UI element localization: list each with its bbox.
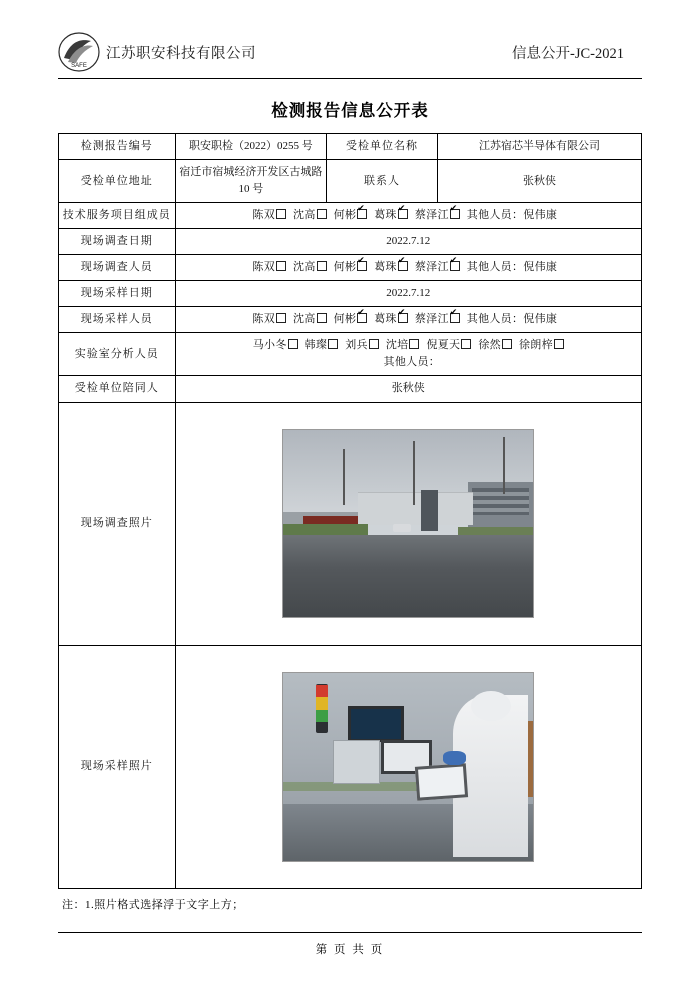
svg-text:SAFE: SAFE [71,63,87,69]
photo-pole [413,441,415,505]
client-name-value: 江苏宿芯半导体有限公司 [437,134,641,160]
contact-value: 张秋侠 [437,160,641,203]
table-row [59,229,642,255]
staff-name-label: 蔡泽江 [414,261,449,274]
table-row [59,402,642,645]
staff-name-label: 徐朗梓 [518,339,553,352]
table-row [59,376,642,402]
staff-other: 其他人员：倪伟康 [466,261,558,274]
survey-photo-image [282,429,534,618]
staff-name-label: 葛珠 [374,313,397,326]
document-header [58,30,642,79]
staff-name-蔡泽江[interactable] [415,209,460,221]
staff-name-label: 刘兵 [345,339,368,352]
staff-name-label: 韩璨 [304,339,328,352]
staff-checkbox-line [252,209,564,221]
tech-team-value [175,203,641,229]
staff-name-葛珠[interactable] [374,209,408,221]
staff-name-label: 徐然 [478,339,501,352]
table-row [59,645,642,888]
table-row [59,160,642,203]
client-name-label: 受检单位名称 [327,134,438,160]
staff-name-葛珠[interactable] [374,261,408,273]
photo-monitor-dark [348,706,404,742]
survey-staff-value [175,255,641,281]
table-row [59,333,642,376]
staff-name-徐然[interactable] [478,339,512,351]
photo-laptop [415,763,468,801]
sample-date-value: 2022.7.12 [175,281,641,307]
checkbox-icon[interactable] [276,209,286,219]
photo-building-main [358,492,473,525]
checkbox-checked-icon[interactable] [357,209,367,219]
survey-photo-cell [175,402,641,645]
photo-pole [343,449,345,505]
staff-name-沈高[interactable] [293,313,327,325]
table-row [59,281,642,307]
survey-staff-label: 现场调查人员 [59,255,176,281]
staff-name-label: 陈双 [252,313,276,326]
lab-staff-label: 实验室分析人员 [59,333,176,376]
photo-lamp-green [316,710,329,722]
accompany-value: 张秋侠 [175,376,641,402]
staff-name-label: 沈高 [293,313,316,326]
contact-label: 联系人 [327,160,438,203]
sample-photo-image [282,672,534,862]
checkbox-checked-icon[interactable] [357,313,367,323]
staff-name-label: 陈双 [252,261,276,274]
note-text: 注：1.照片格式选择浮于文字上方； [62,898,244,911]
staff-name-马小冬[interactable] [253,339,298,351]
document-code: 信息公开-JC-2021 [512,45,624,62]
photo-glove [443,751,466,764]
page-footer: 第 页 共 页 [58,932,642,957]
client-address-label: 受检单位地址 [59,160,176,203]
lab-checkbox-line [253,339,571,351]
table-row [59,307,642,333]
staff-name-label: 蔡泽江 [414,209,449,222]
staff-name-label: 何彬 [333,313,357,326]
checkbox-icon[interactable] [276,261,286,271]
checkbox-icon[interactable] [276,313,286,323]
photo-lamp-red [316,685,329,697]
survey-date-label: 现场调查日期 [59,229,176,255]
staff-name-蔡泽江[interactable] [415,313,460,325]
sample-staff-label: 现场采样人员 [59,307,176,333]
staff-name-label: 沈培 [385,339,409,352]
checkbox-icon[interactable] [502,339,512,349]
checkbox-icon[interactable] [554,339,564,349]
staff-name-陈双[interactable] [252,209,286,221]
lab-staff-value [175,333,641,376]
staff-name-何彬[interactable] [334,261,368,273]
table-row [59,203,642,229]
staff-name-沈高[interactable] [293,261,327,273]
table-row [59,255,642,281]
checkbox-icon[interactable] [317,209,327,219]
checkbox-icon[interactable] [317,261,327,271]
photo-car [393,524,411,532]
report-no-value: 职安职检（2022）0255 号 [175,134,327,160]
checkbox-checked-icon[interactable] [398,261,408,271]
company-name: 江苏职安科技有限公司 [106,45,256,62]
staff-checkbox-line [252,261,564,273]
lab-others-label: 其他人员： [383,356,441,369]
staff-name-韩璨[interactable] [305,339,339,351]
photo-signal-tower [316,684,329,733]
checkbox-icon[interactable] [328,339,338,349]
photo-instrument-box [333,740,380,783]
checkbox-checked-icon[interactable] [357,261,367,271]
photo-road [283,535,533,617]
staff-name-陈双[interactable] [252,313,286,325]
photo-lamp-yellow [316,697,329,709]
staff-name-葛珠[interactable] [374,313,408,325]
info-table [58,133,642,889]
staff-checkbox-line [252,313,564,325]
staff-name-label: 沈高 [293,261,316,274]
staff-name-label: 何彬 [333,209,357,222]
staff-name-蔡泽江[interactable] [415,261,460,273]
checkbox-icon[interactable] [317,313,327,323]
photo-pole [503,437,505,493]
staff-other: 其他人员：倪伟康 [466,209,558,222]
checkbox-checked-icon[interactable] [450,209,460,219]
client-address-value: 宿迁市宿城经济开发区古城路 10 号 [175,160,327,203]
checkbox-checked-icon[interactable] [450,261,460,271]
staff-name-label: 马小冬 [252,339,287,352]
photo-gate [421,490,439,531]
photo-building-right [468,482,533,531]
checkbox-icon[interactable] [369,339,379,349]
page-title: 检测报告信息公开表 [271,101,429,120]
staff-name-何彬[interactable] [334,313,368,325]
staff-other: 其他人员：倪伟康 [466,313,558,326]
survey-date-value: 2022.7.12 [175,229,641,255]
staff-name-沈培[interactable] [386,339,420,351]
sample-staff-value [175,307,641,333]
staff-name-label: 倪夏天 [426,339,461,352]
staff-name-label: 陈双 [252,209,276,222]
checkbox-icon[interactable] [288,339,298,349]
checkbox-checked-icon[interactable] [398,209,408,219]
sample-photo-label: 现场采样照片 [59,645,176,888]
staff-name-沈高[interactable] [293,209,327,221]
table-row [59,134,642,160]
checkbox-icon[interactable] [461,339,471,349]
staff-name-刘兵[interactable] [345,339,379,351]
survey-photo-wrapper [182,429,635,618]
accompany-label: 受检单位陪同人 [59,376,176,402]
company-brand [58,32,256,72]
staff-name-label: 葛珠 [374,209,397,222]
staff-name-label: 蔡泽江 [414,313,449,326]
staff-name-label: 沈高 [293,209,316,222]
checkbox-checked-icon[interactable] [398,313,408,323]
staff-name-陈双[interactable] [252,261,286,273]
staff-name-徐朗梓[interactable] [519,339,564,351]
company-logo-icon [58,32,100,72]
sample-photo-wrapper [182,672,635,862]
sample-photo-cell [175,645,641,888]
staff-name-label: 何彬 [333,261,357,274]
staff-name-何彬[interactable] [334,209,368,221]
report-no-label: 检测报告编号 [59,134,176,160]
staff-name-倪夏天[interactable] [426,339,471,351]
tech-team-label: 技术服务项目组成员 [59,203,176,229]
checkbox-checked-icon[interactable] [450,313,460,323]
sample-date-label: 现场采样日期 [59,281,176,307]
staff-name-label: 葛珠 [374,261,397,274]
checkbox-icon[interactable] [409,339,419,349]
survey-photo-label: 现场调查照片 [59,402,176,645]
